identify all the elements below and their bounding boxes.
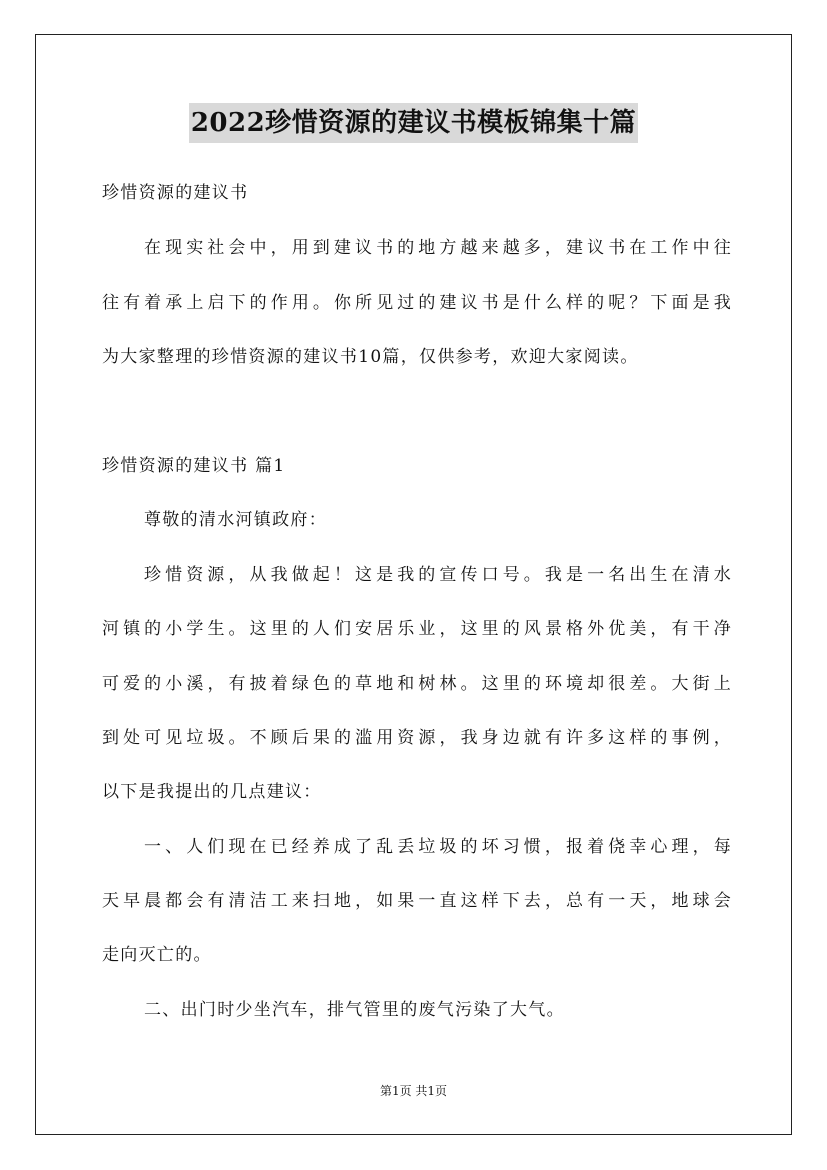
document-title: 2022珍惜资源的建议书模板锦集十篇 bbox=[189, 103, 638, 143]
section-heading: 珍惜资源的建议书 篇1 bbox=[102, 456, 286, 476]
intro-line-3: 为大家整理的珍惜资源的建议书10篇，仅供参考，欢迎大家阅读。 bbox=[102, 347, 639, 367]
paragraph2-line-3: 走向灭亡的。 bbox=[102, 945, 212, 965]
paragraph1-line-3: 可爱的小溪，有披着绿色的草地和树林。这里的环境却很差。大街上 bbox=[102, 674, 732, 694]
document-subtitle: 珍惜资源的建议书 bbox=[102, 183, 249, 203]
intro-line-2: 往有着承上启下的作用。你所见过的建议书是什么样的呢？下面是我 bbox=[102, 293, 732, 313]
salutation: 尊敬的清水河镇政府： bbox=[144, 510, 327, 530]
page-footer: 第1页 共1页 bbox=[379, 1084, 448, 1098]
paragraph1-line-2: 河镇的小学生。这里的人们安居乐业，这里的风景格外优美，有干净 bbox=[102, 619, 732, 639]
intro-line-1: 在现实社会中，用到建议书的地方越来越多，建议书在工作中往 bbox=[144, 238, 732, 258]
paragraph1-line-5: 以下是我提出的几点建议： bbox=[102, 782, 322, 802]
paragraph3-line-1: 二、出门时少坐汽车，排气管里的废气污染了大气。 bbox=[144, 1000, 565, 1020]
paragraph2-line-1: 一、人们现在已经养成了乱丢垃圾的坏习惯，报着侥幸心理，每 bbox=[144, 837, 732, 857]
paragraph1-line-1: 珍惜资源，从我做起！这是我的宣传口号。我是一名出生在清水 bbox=[144, 565, 732, 585]
paragraph2-line-2: 天早晨都会有清洁工来扫地，如果一直这样下去，总有一天，地球会 bbox=[102, 891, 732, 911]
paragraph1-line-4: 到处可见垃圾。不顾后果的滥用资源，我身边就有许多这样的事例， bbox=[102, 728, 732, 748]
title-block bbox=[0, 103, 827, 143]
